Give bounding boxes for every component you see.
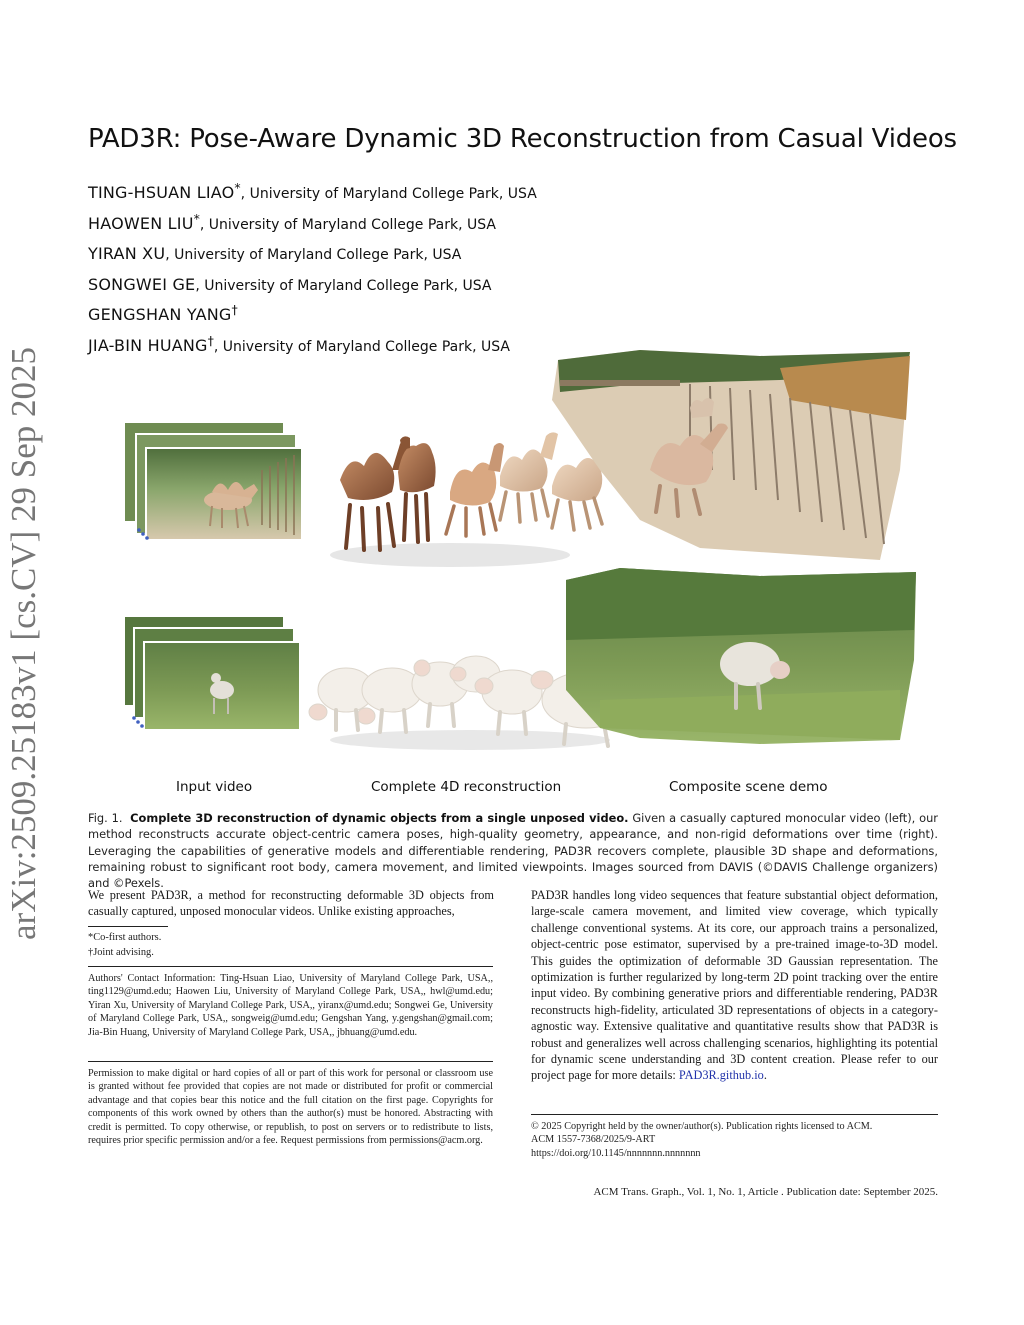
footnote-joint: †Joint advising. bbox=[88, 947, 154, 958]
author-name: HAOWEN LIU bbox=[88, 213, 194, 233]
label-4d-reconstruction: Complete 4D reconstruction bbox=[371, 779, 562, 795]
abstract-right bbox=[531, 887, 938, 1084]
input-video-sheep bbox=[124, 616, 300, 730]
page-footer: ACM Trans. Graph., Vol. 1, No. 1, Article . Publication date: September 2025. bbox=[593, 1186, 938, 1198]
author-affiliation: , University of Maryland College Park, USA bbox=[195, 277, 492, 294]
footnote-divider bbox=[88, 926, 168, 927]
caption-text: Given a casually captured monocular video (left), our method reconstructs accurate object-centric camera poses, high-quality geometry, appearance, and non-rigid deformations over time (right). Leveraging the capabilities of generative models and differentiable rendering, PAD3R recovers complete, plausible 3D shape and deformations, remaining robust to significant root body, camera movement, and limited viewpoints. Images sourced from DAVIS (©DAVIS Challenge organizers) and ©Pexels. bbox=[88, 811, 938, 891]
abstract-left: We present PAD3R, a method for reconstructing deformable 3D objects from casually captured, unposed monocular videos. Unlike existing approaches, bbox=[88, 888, 494, 919]
copyright-line: © 2025 Copyright held by the owner/author(s). Publication rights licensed to ACM. bbox=[531, 1121, 873, 1132]
input-video-camel bbox=[124, 422, 302, 540]
label-input-video: Input video bbox=[176, 779, 253, 795]
figure-caption bbox=[88, 810, 938, 891]
caption-prefix: Fig. 1. bbox=[88, 811, 123, 825]
issn-line: ACM 1557-7368/2025/9-ART bbox=[531, 1134, 656, 1146]
author-affiliation: , University of Maryland College Park, USA bbox=[199, 216, 496, 233]
permission-notice: Permission to make digital or hard copies of all or part of this work for personal or classroom use is granted without fee provided that copies are not made or distributed for profit or commercial advantage and that copies bear this notice and the full citation on the first page. Copyrights for components of this work owned by others than the author(s) must be honored. Abstracting with credit is permitted. To copy otherwise, or republish, to post on servers or to redistribute to lists, requires prior specific permission and/or a fee. Request permissions from permissions@acm.org. bbox=[88, 1068, 493, 1147]
author-contact-info: Authors' Contact Information: Ting-Hsuan Liao, University of Maryland College Park, USA,, ting1129@umd.edu; Haowen Liu, University of Maryland College Park, USA,, hwl@umd.edu; Yiran Xu, University of Maryland College Park, USA,, yiranx@umd.edu; Songwei Ge, University of Maryland College Park, USA,, songweig@umd.edu; Gengshan Yang, y.gengshan@gmail.com; Jia-Bin Huang, University of Maryland College Park, USA,, jbhuang@umd.edu. bbox=[88, 973, 493, 1038]
label-composite-scene: Composite scene demo bbox=[669, 779, 828, 795]
author-mark: † bbox=[207, 332, 214, 348]
abstract-right-text: PAD3R handles long video sequences that feature substantial object deformation, large-scale camera movement, and limited view coverage, which typically challenge conventional systems. At its core, our approach trains a personalized, object-centric pose estimator, supervised by a pre-trained image-to-3D model. This guides the optimization of deformable 3D Gaussian representation. The optimization is further regularized by long-term 2D point tracking over the entire input video. By combining generative priors and differentiable rendering, PAD3R reconstructs high-fidelity, articulated 3D representations of objects in a category-agnostic way. Extensive qualitative and quantitative results show that PAD3R is robust and generalizes well across challenging scenarios, highlighting its potential for dynamic scene understanding and 3D content creation. Please refer to our project page for more details: bbox=[531, 888, 938, 1083]
camel-light-1 bbox=[500, 432, 558, 522]
footnote-cofirst: *Co-first authors. bbox=[88, 932, 162, 943]
author-mark: * bbox=[234, 180, 241, 195]
author-affiliation: , University of Maryland College Park, USA bbox=[213, 338, 510, 355]
author-name: JIA-BIN HUANG bbox=[88, 335, 208, 355]
camel-dark-1 bbox=[340, 439, 410, 550]
doi-line[interactable]: https://doi.org/10.1145/nnnnnnn.nnnnnnn bbox=[531, 1147, 701, 1159]
caption-bold: Complete 3D reconstruction of dynamic objects from a single unposed video. bbox=[130, 811, 629, 825]
arxiv-stamp: arXiv:2509.25183v1 [cs.CV] 29 Sep 2025 bbox=[4, 346, 43, 940]
author-name: GENGSHAN YANG bbox=[88, 305, 232, 324]
project-page-link[interactable]: PAD3R.github.io bbox=[678, 1068, 764, 1083]
composite-sheep-scene bbox=[566, 568, 916, 744]
copyright-divider bbox=[531, 1114, 938, 1115]
author-mark: * bbox=[193, 210, 200, 226]
abstract-end: . bbox=[763, 1068, 767, 1083]
permission-divider bbox=[88, 1061, 493, 1062]
author-name: TING-HSUAN LIAO bbox=[88, 183, 235, 202]
paper-title: PAD3R: Pose-Aware Dynamic 3D Reconstruction from Casual Videos bbox=[88, 124, 957, 154]
author-name: YIRAN XU bbox=[88, 244, 166, 263]
author-mark: † bbox=[231, 302, 238, 317]
composite-camel-scene bbox=[552, 350, 910, 560]
author-affiliation: , University of Maryland College Park, USA bbox=[165, 247, 462, 263]
author-affiliation: , University of Maryland College Park, USA bbox=[240, 186, 537, 202]
camel-mid bbox=[446, 443, 504, 536]
contact-divider bbox=[88, 966, 493, 967]
copyright-block bbox=[531, 1120, 938, 1160]
camel-reconstruction-sequence bbox=[330, 432, 618, 567]
author-name: SONGWEI GE bbox=[88, 274, 196, 294]
